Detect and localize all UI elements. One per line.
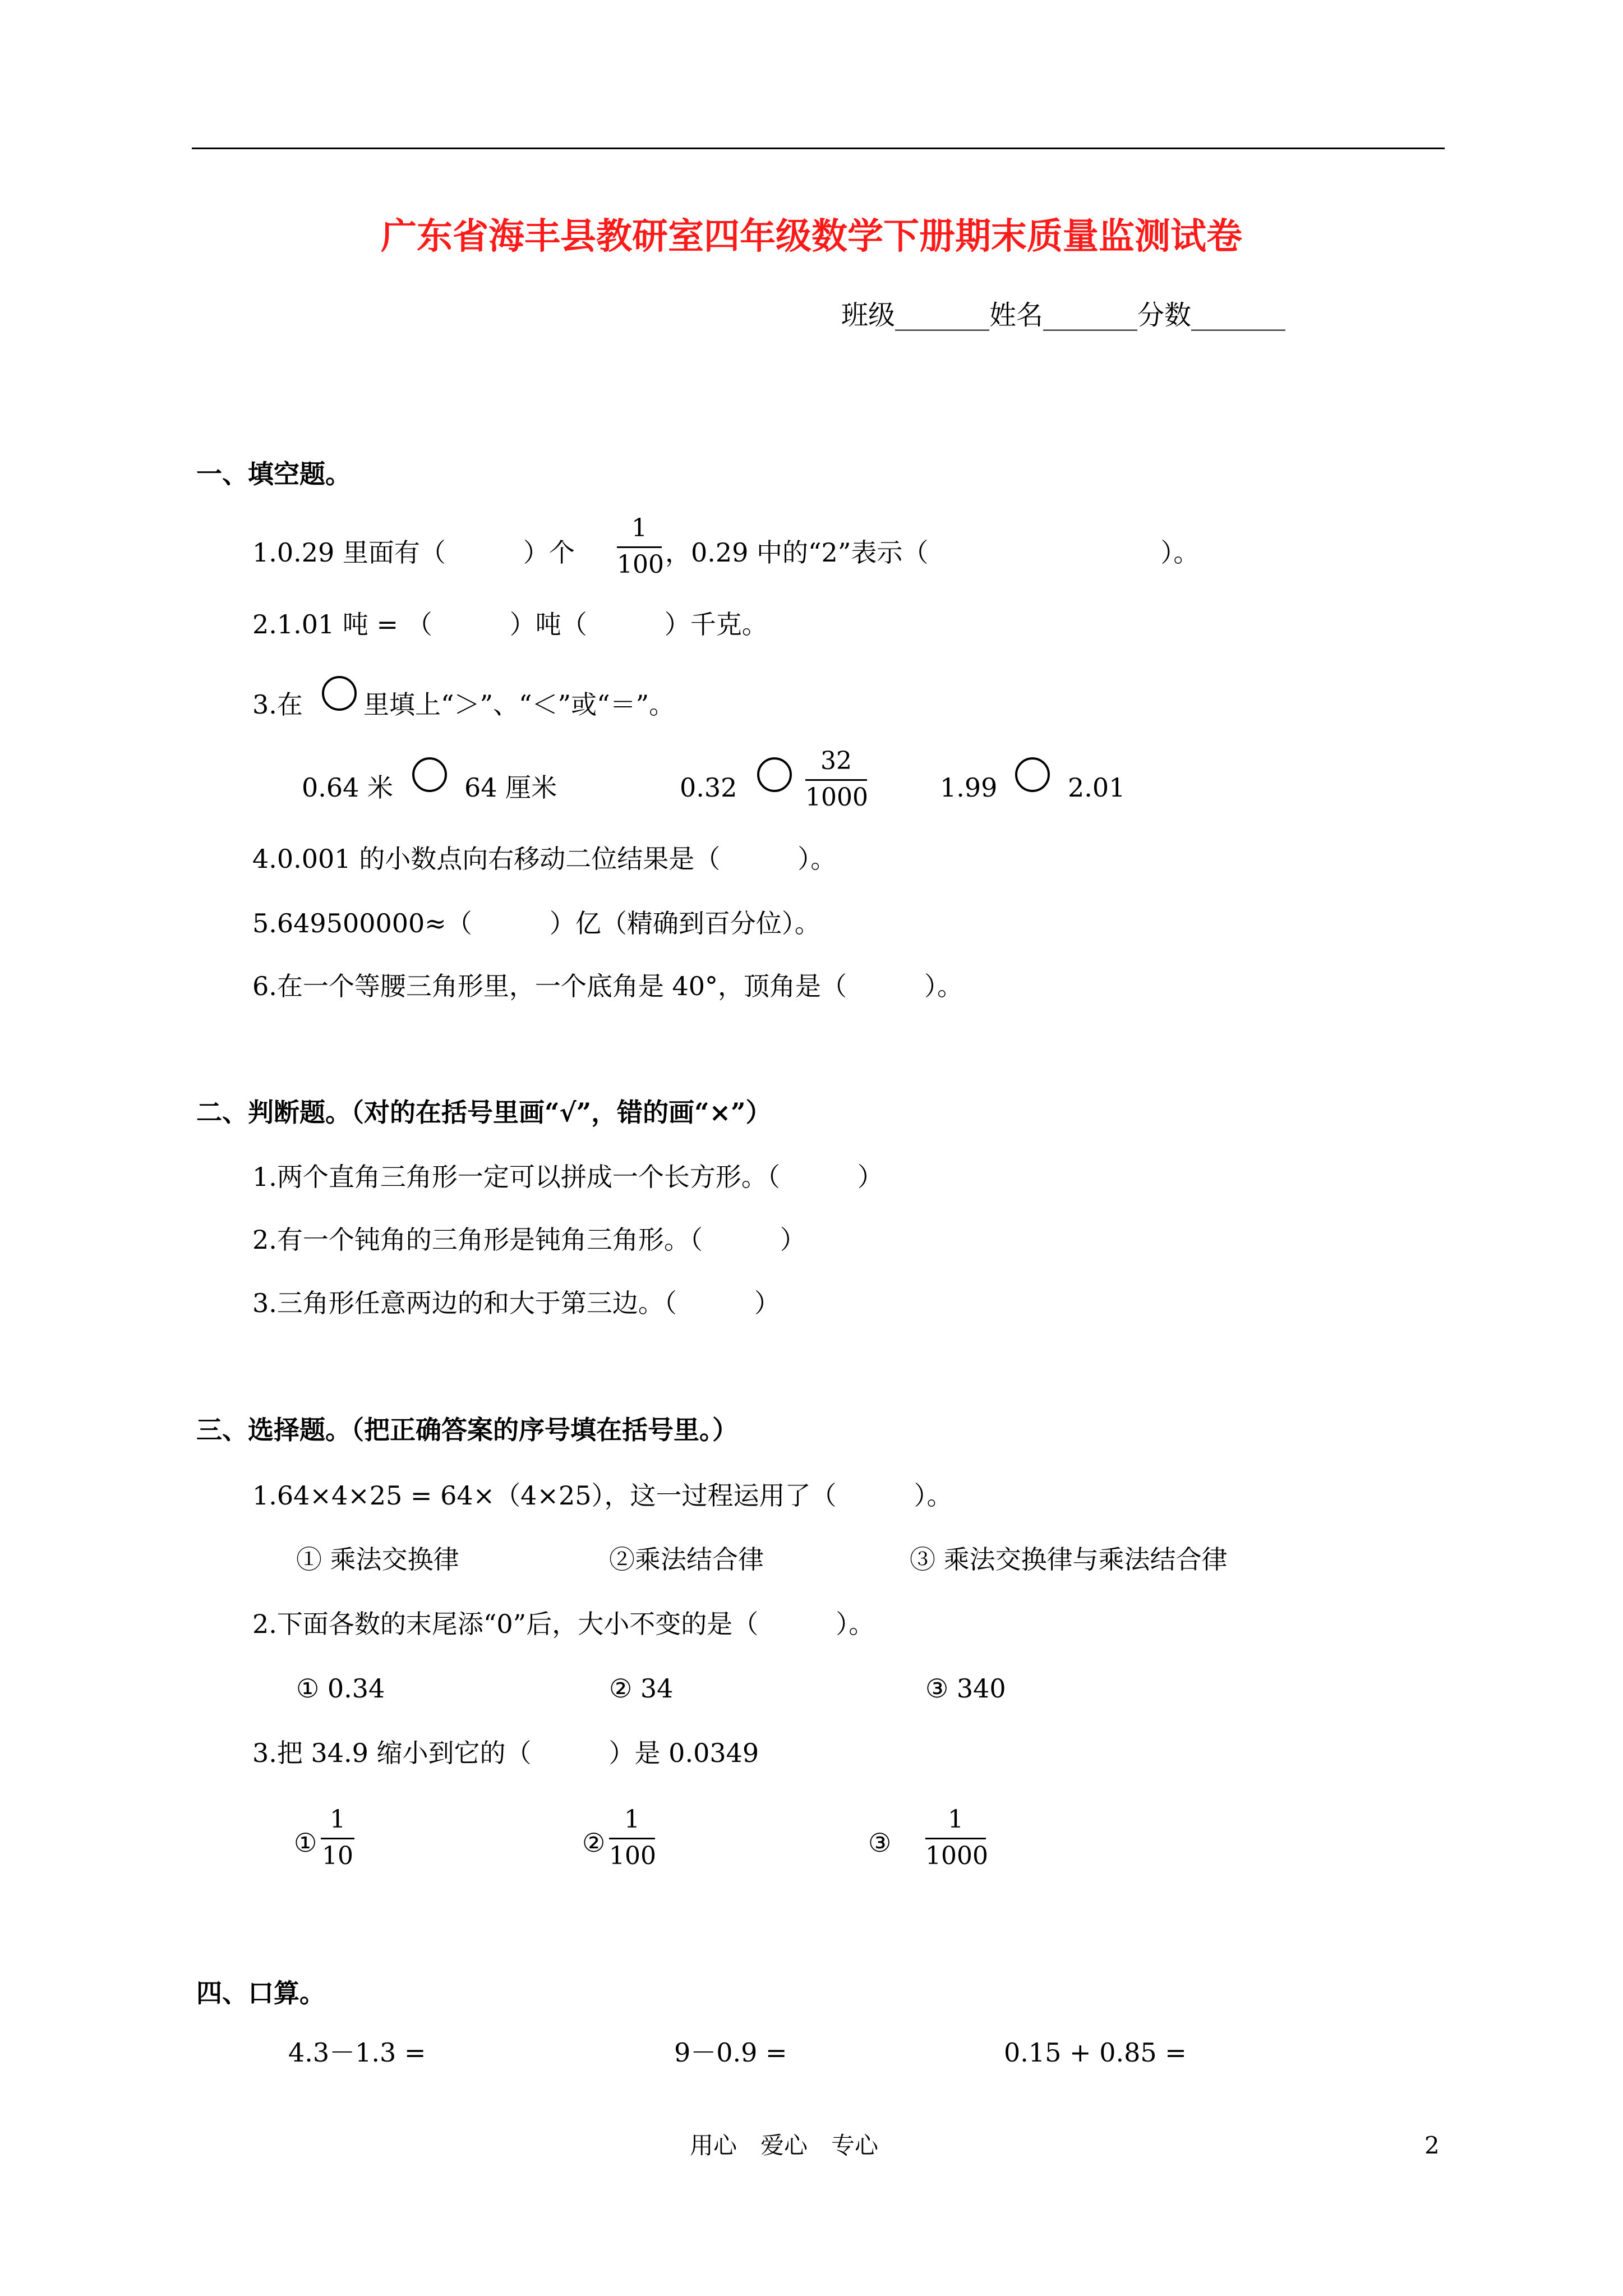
- student-info-line: 班级_______姓名_______分数_______: [841, 300, 1286, 331]
- s3-q2: 2.下面各数的末尾添“0”后，大小不变的是（ ）。: [252, 1609, 875, 1639]
- section3-heading: 三、选择题。（把正确答案的序号填在括号里。）: [196, 1415, 738, 1445]
- s2-q2: 2.有一个钝角的三角形是钝角三角形。（ ）: [252, 1225, 806, 1255]
- s1-q1-part-b: ，0.29 中的“2”表示（ ）。: [665, 537, 1200, 568]
- fraction-numerator: 1: [330, 1805, 345, 1834]
- s3-q3-option1-mark: ①: [294, 1828, 317, 1858]
- s2-q1: 1.两个直角三角形一定可以拼成一个长方形。（ ）: [252, 1162, 883, 1192]
- s3-q3-option3-fraction: [925, 1807, 986, 1869]
- s1-q5: 5.649500000≈（ ）亿（精确到百分位）。: [252, 908, 820, 938]
- page-number: 2: [1424, 2132, 1440, 2159]
- s3-q1: 1.64×4×25 = 64×（4×25），这一过程运用了（ ）。: [252, 1480, 953, 1511]
- s2-q3: 3.三角形任意两边的和大于第三边。（ ）: [252, 1288, 780, 1318]
- footer-motto: 用心 爱心 专心: [690, 2132, 879, 2159]
- s3-q1-option2: ②乘法结合律: [609, 1544, 764, 1575]
- s3-q3-option2-mark: ②: [582, 1828, 606, 1858]
- s1-q6: 6.在一个等腰三角形里，一个底角是 40°，顶角是（ ）。: [252, 971, 963, 1001]
- compare-circle-icon: [1015, 757, 1050, 792]
- s4-calc3: 0.15 + 0.85 =: [1004, 2037, 1187, 2068]
- s1-q3-part-a: 3.在: [252, 689, 303, 720]
- s3-q2-option1: ① 0.34: [296, 1673, 385, 1704]
- fraction-denominator: 1000: [805, 783, 868, 812]
- compare-circle-icon: [757, 757, 792, 792]
- section1-heading: 一、填空题。: [196, 459, 351, 489]
- compare-circle-icon: [412, 757, 447, 792]
- s4-calc2: 9－0.9 =: [674, 2037, 787, 2068]
- fraction-numerator: 1: [631, 514, 647, 542]
- fraction-denominator: 100: [609, 1842, 656, 1870]
- s4-calc1: 4.3－1.3 =: [288, 2037, 426, 2068]
- s1-cmp3-left: 1.99: [940, 772, 998, 803]
- s1-q2: 2.1.01 吨 = （ ）吨（ ）千克。: [252, 609, 768, 639]
- s1-cmp1-right: 64 厘米: [464, 772, 557, 803]
- s1-cmp1-left: 0.64 米: [302, 772, 394, 803]
- s1-q3-part-b: 里填上“＞”、“＜”或“＝”。: [363, 689, 675, 720]
- fraction-denominator: 100: [617, 550, 664, 579]
- s1-cmp3-right: 2.01: [1068, 772, 1126, 803]
- fraction-denominator: 1000: [925, 1842, 988, 1870]
- s1-cmp2-fraction: [805, 749, 867, 810]
- s1-q4: 4.0.001 的小数点向右移动二位结果是（ ）。: [252, 844, 837, 874]
- s3-q2-option2: ② 34: [609, 1673, 674, 1704]
- section4-heading: 四、口算。: [196, 1978, 325, 2008]
- s3-q2-option3: ③ 340: [925, 1673, 1006, 1704]
- s1-cmp2-left: 0.32: [680, 772, 737, 803]
- s1-q1-fraction: [617, 516, 662, 577]
- s3-q3-option3-mark: ③: [868, 1828, 892, 1858]
- compare-circle-icon: [322, 676, 357, 711]
- header-rule: [192, 148, 1445, 149]
- s1-q1-part-a: 1.0.29 里面有（ ）个: [252, 537, 575, 568]
- s3-q3-option1-fraction: [321, 1807, 354, 1869]
- s3-q1-option1: ① 乘法交换律: [296, 1544, 459, 1575]
- page-title: 广东省海丰县教研室四年级数学下册期末质量监测试卷: [381, 215, 1242, 257]
- fraction-numerator: 32: [820, 747, 852, 775]
- s3-q1-option3: ③ 乘法交换律与乘法结合律: [910, 1544, 1228, 1575]
- section2-heading: 二、判断题。（对的在括号里画“√”，错的画“×”）: [196, 1097, 772, 1128]
- s3-q3-option2-fraction: [609, 1807, 655, 1869]
- fraction-denominator: 10: [322, 1842, 353, 1870]
- fraction-numerator: 1: [624, 1805, 640, 1834]
- s3-q3: 3.把 34.9 缩小到它的（ ）是 0.0349: [252, 1738, 759, 1768]
- fraction-numerator: 1: [948, 1805, 963, 1834]
